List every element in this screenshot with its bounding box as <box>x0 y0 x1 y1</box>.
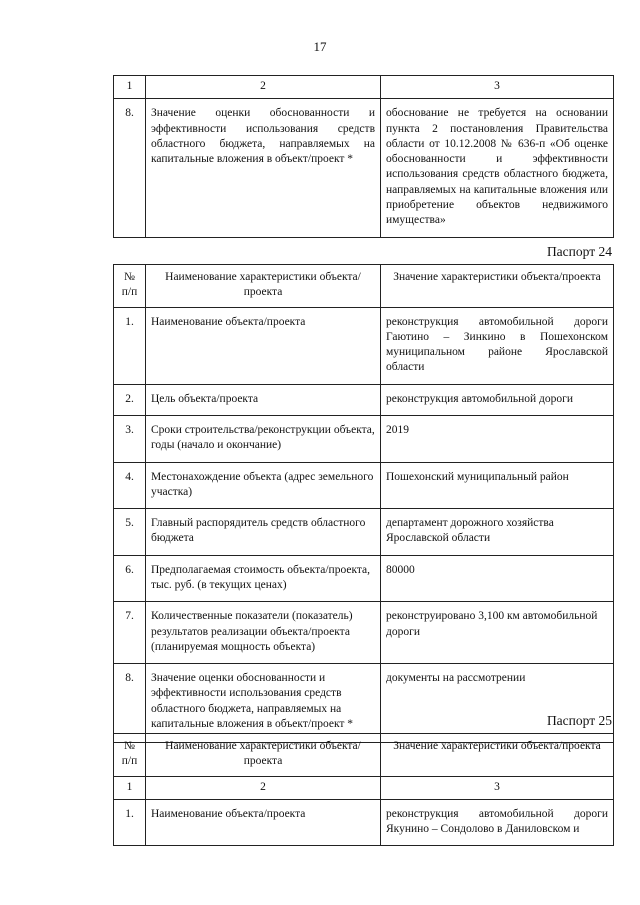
passport-25-table <box>113 733 614 846</box>
characteristic-name: Значение оценки обоснованности и эффективности использования средств областного бюджета, направляемых на капитальные вложения в объект/проект * <box>146 99 381 237</box>
row-number: 5. <box>114 509 146 556</box>
characteristic-name: Значение оценки обоснованности и эффективности использования средств областного бюджета, направляемых на капитальные вложения в объект/проект * <box>146 664 381 743</box>
characteristic-value: 80000 <box>381 555 614 602</box>
table-row <box>114 462 614 509</box>
characteristic-value: департамент дорожного хозяйства Ярославской области <box>381 509 614 556</box>
page-number: 17 <box>313 39 327 54</box>
column-number-row <box>114 76 614 99</box>
characteristic-name: Количественные показатели (показатель) результатов реализации объекта/проекта (планируемая мощность объекта) <box>146 602 381 664</box>
table-row <box>114 799 614 846</box>
characteristic-name: Местонахождение объекта (адрес земельного участка) <box>146 462 381 509</box>
row-number: 8. <box>114 664 146 743</box>
header-characteristic-name: Наименование характеристики объекта/проекта <box>146 265 381 308</box>
column-number-3: 3 <box>381 776 614 799</box>
row-number: 1. <box>114 799 146 846</box>
characteristic-value: реконструкция автомобильной дороги <box>381 384 614 415</box>
row-number: 7. <box>114 602 146 664</box>
table-row <box>114 415 614 462</box>
characteristic-value: реконструкция автомобильной дороги Гаютино – Зинкино в Пошехонском муниципальном районе Ярославской области <box>381 307 614 384</box>
characteristic-value: реконструкция автомобильной дороги Якунино – Сондолово в Даниловском и <box>381 799 614 846</box>
table-header-row <box>114 734 614 777</box>
passport-25-title: Паспорт 25 <box>546 713 612 728</box>
passport-24-table <box>113 264 614 743</box>
characteristic-value: 2019 <box>381 415 614 462</box>
column-number-2: 2 <box>146 76 381 99</box>
column-number-3: 3 <box>381 76 614 99</box>
row-number: 1. <box>114 307 146 384</box>
characteristic-name: Наименование объекта/проекта <box>146 307 381 384</box>
table-row <box>114 555 614 602</box>
table-header-row <box>114 265 614 308</box>
characteristic-name: Главный распорядитель средств областного бюджета <box>146 509 381 556</box>
table-row <box>114 384 614 415</box>
header-characteristic-value: Значение характеристики объекта/проекта <box>381 734 614 777</box>
characteristic-value: документы на рассмотрении <box>381 664 614 743</box>
table-row <box>114 509 614 556</box>
column-number-row <box>114 776 614 799</box>
passport-24-title: Паспорт 24 <box>546 244 612 259</box>
column-number-1: 1 <box>114 776 146 799</box>
characteristic-name: Предполагаемая стоимость объекта/проекта, тыс. руб. (в текущих ценах) <box>146 555 381 602</box>
table-row <box>114 664 614 743</box>
characteristic-name: Наименование объекта/проекта <box>146 799 381 846</box>
header-number: № п/п <box>114 265 146 308</box>
row-number: 8. <box>114 99 146 237</box>
characteristic-value: реконструировано 3,100 км автомобильной дороги <box>381 602 614 664</box>
row-number: 4. <box>114 462 146 509</box>
characteristic-value: обоснование не требуется на основании пункта 2 постановления Правительства области от 10.12.2008 № 636-п «Об оценке обоснованности и эффективности использования средств областного бюджета, направляемых на капитальные вложения или приобретение объектов недвижимого имущества» <box>381 99 614 237</box>
column-number-1: 1 <box>114 76 146 99</box>
header-characteristic-name: Наименование характеристики объекта/проекта <box>146 734 381 777</box>
row-number: 3. <box>114 415 146 462</box>
row-number: 2. <box>114 384 146 415</box>
table-row <box>114 602 614 664</box>
characteristic-value: Пошехонский муниципальный район <box>381 462 614 509</box>
header-number: № п/п <box>114 734 146 777</box>
characteristic-name: Сроки строительства/реконструкции объекта, годы (начало и окончание) <box>146 415 381 462</box>
table-row <box>114 307 614 384</box>
table-row <box>114 99 614 237</box>
header-characteristic-value: Значение характеристики объекта/проекта <box>381 265 614 308</box>
row-number: 6. <box>114 555 146 602</box>
characteristic-name: Цель объекта/проекта <box>146 384 381 415</box>
column-number-2: 2 <box>146 776 381 799</box>
continued-table <box>113 75 614 238</box>
